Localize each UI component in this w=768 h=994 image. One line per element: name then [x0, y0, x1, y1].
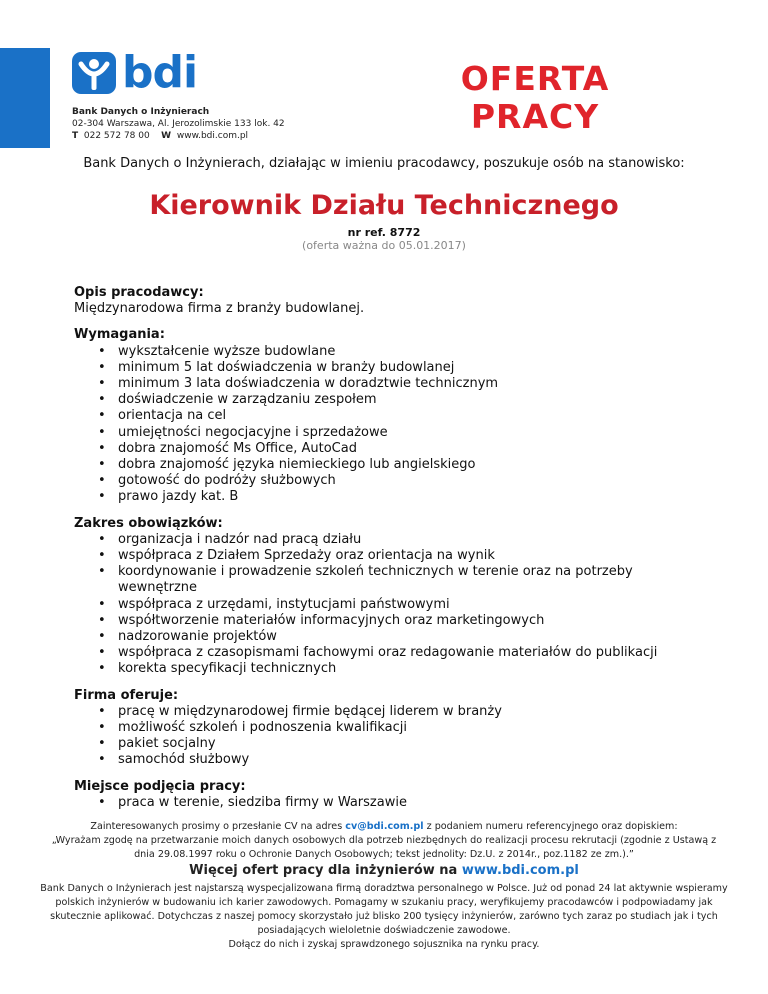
- list-item: • pakiet socjalny: [74, 736, 714, 752]
- website[interactable]: www.bdi.com.pl: [176, 131, 249, 141]
- footer: [40, 820, 728, 952]
- company-info: [72, 106, 285, 142]
- bdi-person-icon: [72, 52, 116, 94]
- employer-heading: Opis pracodawcy:: [74, 285, 204, 300]
- bdi-logo: [72, 47, 198, 98]
- list-item: • minimum 5 lat doświadczenia w branży budowlanej: [74, 360, 714, 376]
- company-name: Bank Danych o Inżynierach: [72, 107, 210, 117]
- apply-suffix: z podaniem numeru referencyjnego oraz dopiskiem:: [426, 821, 678, 832]
- location-list: [74, 795, 714, 811]
- offer-content: [74, 285, 714, 821]
- more-offers-text: Więcej ofert pracy dla inżynierów na: [189, 863, 458, 878]
- requirements-section: [74, 327, 714, 505]
- requirements-heading: Wymagania:: [74, 327, 165, 343]
- duties-list: [74, 532, 714, 678]
- list-item: • gotowość do podróży służbowych: [74, 473, 714, 489]
- list-item: • koordynowanie i prowadzenie szkoleń technicznych w terenie oraz na potrzeby wewnętrzne: [74, 564, 714, 596]
- duties-heading: Zakres obowiązków:: [74, 515, 223, 531]
- logo-wordmark: bdi: [122, 47, 198, 98]
- web-label: W: [161, 131, 172, 141]
- list-item: • pracę w międzynarodowej firmie będącej liderem w branży: [74, 704, 714, 720]
- offer-heading-line2: PRACY: [470, 97, 600, 136]
- apply-prefix: Zainteresowanych prosimy o przesłanie CV na adres: [90, 821, 343, 832]
- phone-label: T: [72, 131, 79, 141]
- duties-section: [74, 516, 714, 678]
- requirements-list: [74, 344, 714, 506]
- list-item: • wykształcenie wyższe budowlane: [74, 344, 714, 360]
- list-item: • praca w terenie, siedziba firmy w Warszawie: [74, 795, 714, 811]
- list-item: • prawo jazdy kat. B: [74, 489, 714, 505]
- reference-number: nr ref. 8772: [347, 226, 421, 239]
- phone-number: 022 572 78 00: [83, 131, 150, 141]
- location-section: [74, 779, 714, 811]
- list-item: • nadzorowanie projektów: [74, 629, 714, 645]
- list-item: • orientacja na cel: [74, 408, 714, 424]
- consent-clause: „Wyrażam zgodę na przetwarzanie moich danych osobowych dla potrzeb niezbędnych do realizacji procesu rekrutacji (zgodnie z Ustawą z dnia 29.08.1997 roku o Ochronie Danych Osobowych; tekst jednolity: Dz.U. z 2014r., poz.1182 ze zm.).”: [51, 835, 717, 860]
- company-address: 02-304 Warszawa, Al. Jerozolimskie 133 lok. 42: [72, 119, 285, 129]
- closing-line: Dołącz do nich i zyskaj sprawdzonego sojusznika na rynku pracy.: [228, 939, 540, 950]
- about-bdi: Bank Danych o Inżynierach jest najstarszą wyspecjalizowana firmą doradztwa personalnego w Polsce. Już od ponad 24 lat aktywnie wspieramy polskich inżynierów w budowaniu ich karier zawodowych. Pomagamy w szukaniu pracy, weryfikujemy pracodawców i podpowiadamy jak skutecznie aplikować. Dotychczas z naszej pomocy skorzystało już blisko 200 tysięcy inżynierów, zarówno tych zaraz po studiach jak i tych posiadających wieloletnie doświadczenie zawodowe.: [40, 883, 728, 936]
- brand-color-bar: [0, 48, 50, 148]
- location-heading: Miejsce podjęcia pracy:: [74, 778, 246, 794]
- list-item: • współtworzenie materiałów informacyjnych oraz marketingowych: [74, 613, 714, 629]
- list-item: • współpraca z urzędami, instytucjami państwowymi: [74, 597, 714, 613]
- offer-validity: (oferta ważna do 05.01.2017): [302, 239, 466, 252]
- offers-list: [74, 704, 714, 769]
- list-item: • współpraca z Działem Sprzedaży oraz orientacja na wynik: [74, 548, 714, 564]
- apply-email-link[interactable]: cv@bdi.com.pl: [345, 821, 424, 832]
- list-item: • umiejętności negocjacyjne i sprzedażowe: [74, 425, 714, 441]
- list-item: • współpraca z czasopismami fachowymi oraz redagowanie materiałów do publikacji: [74, 645, 714, 661]
- intro-text: Bank Danych o Inżynierach, działając w imieniu pracodawcy, poszukuje osób na stanowisko:: [83, 156, 685, 171]
- employer-description: Międzynarodowa firma z branży budowlanej.: [74, 301, 365, 317]
- list-item: • korekta specyfikacji technicznych: [74, 661, 714, 677]
- company-contact: [72, 130, 285, 142]
- list-item: • możliwość szkoleń i podnoszenia kwalifikacji: [74, 720, 714, 736]
- list-item: • samochód służbowy: [74, 752, 714, 768]
- list-item: • minimum 3 lata doświadczenia w doradztwie technicznym: [74, 376, 714, 392]
- more-offers: [40, 862, 728, 880]
- job-title: Kierownik Działu Technicznego: [149, 190, 619, 221]
- more-offers-link[interactable]: www.bdi.com.pl: [461, 863, 579, 878]
- apply-instructions: [40, 820, 728, 834]
- offers-section: [74, 688, 714, 769]
- list-item: • doświadczenie w zarządzaniu zespołem: [74, 392, 714, 408]
- list-item: • dobra znajomość Ms Office, AutoCad: [74, 441, 714, 457]
- list-item: • organizacja i nadzór nad pracą działu: [74, 532, 714, 548]
- offer-heading: [430, 60, 640, 136]
- offers-heading: Firma oferuje:: [74, 687, 179, 703]
- employer-section: [74, 285, 714, 317]
- offer-heading-line1: OFERTA: [460, 59, 610, 98]
- list-item: • dobra znajomość języka niemieckiego lub angielskiego: [74, 457, 714, 473]
